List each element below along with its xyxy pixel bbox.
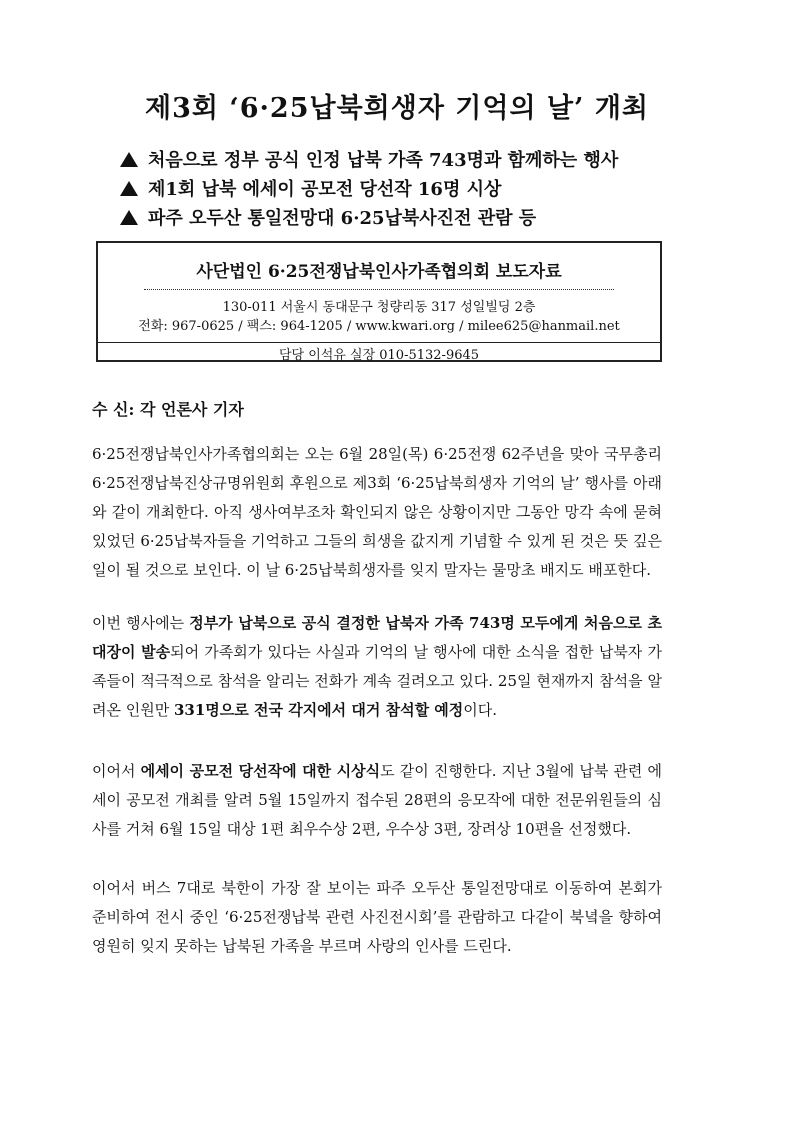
paragraph-3 — [92, 757, 662, 844]
highlight-text: 제1회 납북 에세이 공모전 당선작 16명 시상 — [148, 179, 502, 200]
triangle-bullet-icon — [120, 210, 138, 225]
recipient-line: 수 신: 각 언론사 기자 — [92, 400, 244, 419]
document-title: 제3회 ‘6·25납북희생자 기억의 날’ 개최 — [144, 93, 649, 124]
paragraph-1: 6·25전쟁납북인사가족협의회는 오는 6월 28일(목) 6·25전쟁 62주년을 맞아 국무총리 6·25전쟁납북진상규명위원회 후원으로 제3회 ‘6·25납북희생자 기억의 날’ 행사를 아래와 같이 개최한다. 아직 생사여부조차 확인되지 않은 상황이지만 그동안 망각 속에 묻혀있었던 6·25납북자들을 기억하고 그들의 희생을 값지게 기념할 수 있게 된 것은 뜻 깊은 일이 될 것으로 보인다. 이 날 6·25납북희생자를 잊지 말자는 물망초 배지도 배포한다. — [92, 445, 662, 579]
press-release-box — [96, 241, 662, 362]
highlight-item — [120, 204, 618, 233]
organization-contact: 전화: 967-0625 / 팩스: 964-1205 / www.kwari.org / milee625@hanmail.net — [138, 319, 620, 334]
triangle-bullet-icon — [120, 181, 138, 196]
organization-address: 130-011 서울시 동대문구 청량리동 317 성일빌딩 2층 — [222, 300, 536, 315]
paragraph-2-text: 이번 행사에는 — [92, 614, 190, 632]
triangle-bullet-icon — [120, 152, 138, 167]
paragraph-2-text: 이다. — [463, 701, 498, 719]
paragraph-3-text: 이어서 — [92, 762, 141, 780]
paragraph-2-emphasis: 정부가 납북으로 공식 결정한 납북자 가족 743명 모두에게 처음으로 초대장이 발송 — [92, 614, 662, 661]
organization-title: 사단법인 6·25전쟁납북인사가족협의회 보도자료 — [196, 262, 562, 282]
highlight-text: 처음으로 정부 공식 인정 납북 가족 743명과 함께하는 행사 — [148, 150, 619, 171]
paragraph-2 — [92, 609, 662, 725]
paragraph-4: 이어서 버스 7대로 북한이 가장 잘 보이는 파주 오두산 통일전망대로 이동하여 본회가 준비하여 전시 중인 ‘6·25전쟁납북 관련 사진전시회’를 관람하고 다같이 북녘을 향하여 영원히 잊지 못하는 납북된 가족을 부르며 사랑의 인사를 드린다. — [92, 879, 662, 955]
paragraph-2-emphasis: 331명으로 전국 각지에서 대거 참석할 예정 — [174, 701, 464, 719]
highlight-item — [120, 146, 618, 175]
paragraph-3-text: 도 같이 진행한다. 지난 3월에 납북 관련 에세이 공모전 개최를 알려 5월 15일까지 접수된 28편의 응모작에 대한 전문위원들의 심사를 거쳐 6월 15일 대상 1편 최우수상 2편, 우수상 3편, 장려상 10편을 선정했다. — [92, 762, 663, 838]
highlight-list — [120, 146, 618, 233]
contact-manager: 담당 이석유 실장 010-5132-9645 — [278, 348, 480, 363]
dotted-divider — [144, 289, 614, 290]
paragraph-3-emphasis: 에세이 공모전 당선작에 대한 시상식 — [140, 762, 381, 780]
box-divider — [98, 342, 660, 343]
highlight-item — [120, 175, 618, 204]
paragraph-2-text: 되어 가족회가 있다는 사실과 기억의 날 행사에 대한 소식을 접한 납북자 가족들이 적극적으로 참석을 알리는 전화가 계속 걸려오고 있다. 25일 현재까지 참석을 알려온 인원만 — [92, 643, 662, 719]
highlight-text: 파주 오두산 통일전망대 6·25납북사진전 관람 등 — [148, 208, 537, 229]
